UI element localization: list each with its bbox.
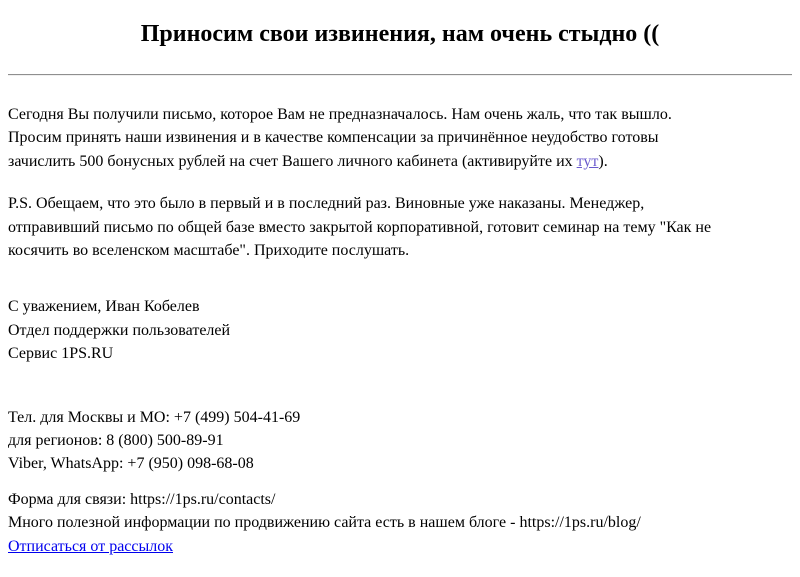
- footer-block: [8, 488, 792, 558]
- postscript-line-2: отправивший письмо по общей базе вместо закрытой корпоративной, готовит семинар на тему "Как не: [8, 218, 712, 236]
- postscript-paragraph: [8, 192, 792, 262]
- postscript-line-3: косячить во вселенском масштабе". Приходите послушать.: [8, 242, 410, 260]
- regions-phone: для регионов: 8 (800) 500-89-91: [8, 432, 224, 450]
- signature-department: Отдел поддержки пользователей: [8, 321, 231, 339]
- signature-service: Сервис 1PS.RU: [8, 345, 114, 363]
- apology-paragraph: [8, 103, 792, 173]
- email-body: [8, 20, 792, 558]
- apology-line-3-after-link: ).: [598, 152, 608, 170]
- apology-line-3-before-link: зачислить 500 бонусных рублей на счет Вашего личного кабинета (активируйте их: [8, 152, 577, 170]
- moscow-phone: Тел. для Москвы и МО: +7 (499) 504-41-69: [8, 408, 301, 426]
- divider: [8, 74, 792, 76]
- apology-line-2: Просим принять наши извинения и в качестве компенсации за причинённое неудобство готовы: [8, 129, 659, 147]
- contact-form-line: Форма для связи: https://1ps.ru/contacts/: [8, 490, 276, 508]
- apology-line-1: Сегодня Вы получили письмо, которое Вам не предназначалось. Нам очень жаль, что так вышло.: [8, 106, 672, 123]
- page-title: Приносим свои извинения, нам очень стыдно ((: [140, 21, 660, 47]
- unsubscribe-link[interactable]: Отписаться от рассылок: [8, 537, 173, 555]
- blog-line: Много полезной информации по продвижению сайта есть в нашем блоге - https://1ps.ru/blog/: [8, 514, 641, 532]
- postscript-line-1: P.S. Обещаем, что это было в первый и в последний раз. Виновные уже наказаны. Менеджер,: [8, 195, 645, 213]
- signature-name: С уважением, Иван Кобелев: [8, 298, 200, 316]
- contacts-block: [8, 406, 792, 476]
- activate-bonus-link[interactable]: тут: [576, 152, 599, 170]
- messengers-phone: Viber, WhatsApp: +7 (950) 098-68-08: [8, 455, 254, 473]
- signature-block: [8, 295, 792, 365]
